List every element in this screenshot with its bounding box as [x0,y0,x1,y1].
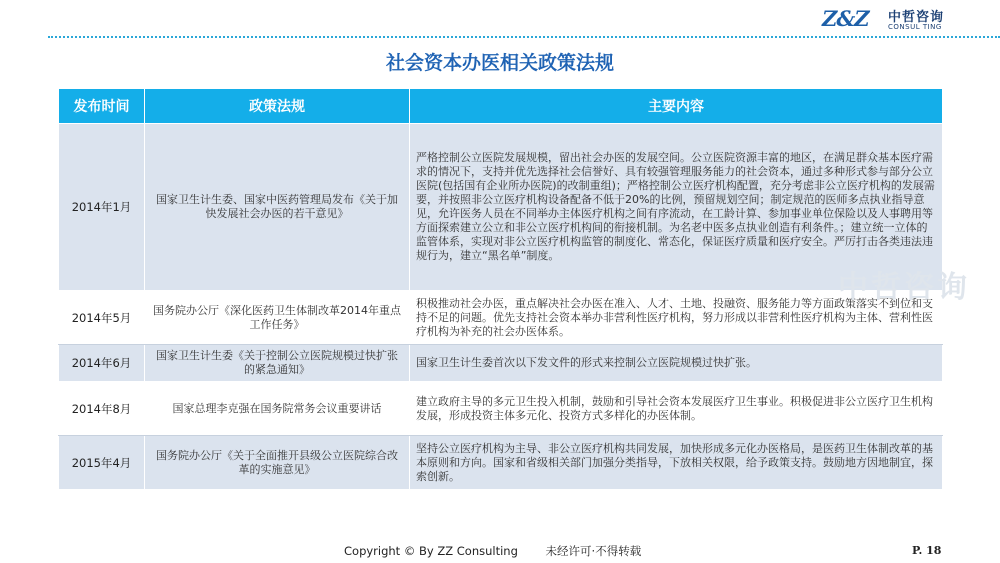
copyright-text: Copyright © By ZZ Consulting [344,544,518,558]
row-date: 2015年4月 [59,436,145,490]
row-law: 国家总理李克强在国务院常务会议重要讲话 [145,382,410,436]
logo-english-name: CONSUL TING [888,23,942,31]
row-date: 2014年5月 [59,291,145,345]
table-header-row [59,89,943,124]
table-row [59,345,943,382]
row-content: 国家卫生计生委首次以下发文件的形式来控制公立医院规模过快扩张。 [410,345,943,382]
table-row [59,124,943,291]
row-law: 国家卫生计生委《关于控制公立医院规模过快扩张的紧急通知》 [145,345,410,382]
logo-chinese-name: 中哲咨询 [888,10,945,25]
logo-mark: Z&Z [822,6,869,31]
table-row [59,382,943,436]
row-law: 国务院办公厅《关于全面推开县级公立医院综合改革的实施意见》 [145,436,410,490]
footer [344,543,665,559]
slide-title: 社会资本办医相关政策法规 [385,52,614,74]
row-law: 国务院办公厅《深化医药卫生体制改革2014年重点工作任务》 [145,291,410,345]
company-logo [822,6,992,34]
header-content: 主要内容 [410,89,943,124]
row-date: 2014年6月 [59,345,145,382]
row-content: 建立政府主导的多元卫生投入机制，鼓励和引导社会资本发展医疗卫生事业。积极促进非公立医疗卫生机构发展，形成投资主体多元化、投资方式多样化的办医体制。 [410,382,943,436]
table-row [59,291,943,345]
policy-table [58,88,943,490]
row-law: 国家卫生计生委、国家中医药管理局发布《关于加快发展社会办医的若干意见》 [145,124,410,291]
header-divider [48,36,1000,38]
table-row [59,436,943,490]
row-content: 积极推动社会办医，重点解决社会办医在准入、人才、土地、投融资、服务能力等方面政策落实不到位和支持不足的问题。优先支持社会资本举办非营利性医疗机构，努力形成以非营利性医疗机构为主体、营利性医疗机构为补充的社会办医体系。 [410,291,943,345]
row-date: 2014年1月 [59,124,145,291]
header-date: 发布时间 [59,89,145,124]
page-number: P. 18 [912,544,942,557]
row-content: 严格控制公立医院发展规模，留出社会办医的发展空间。公立医院资源丰富的地区，在满足群众基本医疗需求的情况下，支持并优先选择社会信誉好、具有较强管理服务能力的社会资本，通过多种形式参与部分公立医院(包括国有企业所办医院)的改制重组)；严格控制公立医疗机构配置，充分考虑非公立医疗机构的发展需要，并按照非公立医疗机构设备配备不低于20%的比例，预留规划空间；制定规范的医师多点执业指导意见，允许医务人员在不同举办主体医疗机构之间有序流动，在工龄计算、参加事业单位保险以及人事聘用等方面探索建立公立和非公立医疗机构间的衔接机制。为名老中医多点执业创造有利条件。；建立统一立体的监管体系，实现对非公立医疗机构监管的制度化、常态化，保证医疗质量和医疗安全。严厉打击各类违法违规行为，建立“黑名单”制度。 [410,124,943,291]
row-content: 坚持公立医疗机构为主导、非公立医疗机构共同发展，加快形成多元化办医格局，是医药卫生体制改革的基本原则和方向。国家和省级相关部门加强分类指导，下放相关权限，给予政策支持。鼓励地方因地制宜，探索创新。 [410,436,943,490]
row-date: 2014年8月 [59,382,145,436]
usage-notice: 未经许可·不得转载 [545,544,642,558]
header-law: 政策法规 [145,89,410,124]
watermark: 中哲咨询 [838,270,970,305]
